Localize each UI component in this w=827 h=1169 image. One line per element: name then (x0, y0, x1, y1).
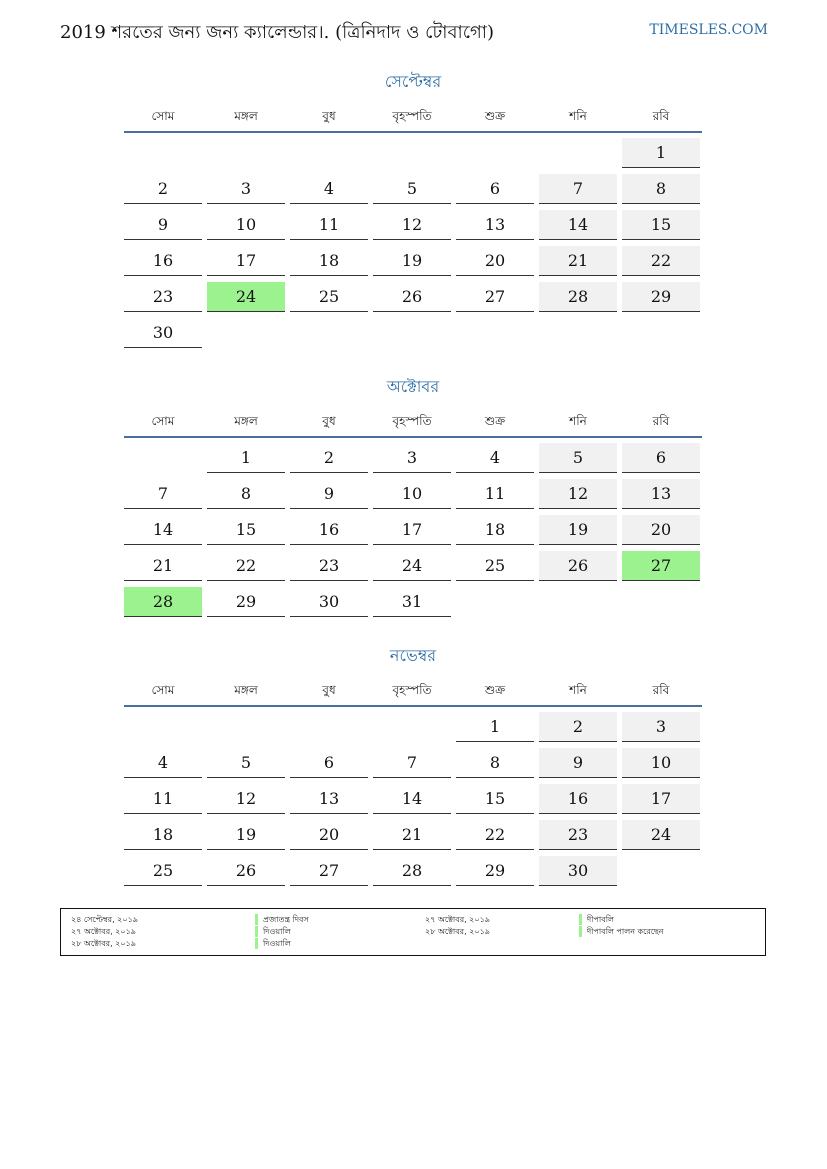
empty-cell (124, 443, 202, 473)
day-cell: 7 (539, 174, 617, 204)
day-cell: 28 (373, 856, 451, 886)
day-cell: 5 (207, 748, 285, 778)
weekday-label: বুধ (322, 414, 336, 428)
empty-cell (456, 138, 534, 168)
days-grid (124, 443, 702, 617)
day-cell: 18 (124, 820, 202, 850)
month-september (124, 70, 702, 342)
day-cell: 4 (456, 443, 534, 473)
day-cell: 12 (207, 784, 285, 814)
page-title: 2019 শরতের জন্য জন্য ক্যালেন্ডার।. (ত্রিনিদাদ ও টোবাগো) (60, 22, 495, 43)
month-october (124, 375, 702, 611)
weekday-label: সোম (151, 414, 175, 428)
day-cell: 11 (290, 210, 368, 240)
legend-holiday-name: দিওয়ালি (255, 926, 291, 937)
weekday-label: বৃহস্পতি (392, 109, 432, 123)
day-cell: 17 (373, 515, 451, 545)
day-cell: 12 (373, 210, 451, 240)
day-cell: 27 (622, 551, 700, 581)
day-cell: 25 (124, 856, 202, 886)
day-cell: 19 (539, 515, 617, 545)
day-cell: 29 (622, 282, 700, 312)
weekday-label: মঙ্গল (234, 683, 258, 697)
day-cell: 5 (373, 174, 451, 204)
day-cell: 21 (539, 246, 617, 276)
day-cell: 18 (290, 246, 368, 276)
day-cell: 16 (290, 515, 368, 545)
month-title: সেপ্টেম্বর (384, 72, 442, 91)
day-cell: 29 (456, 856, 534, 886)
day-cell: 1 (207, 443, 285, 473)
day-cell: 24 (373, 551, 451, 581)
day-cell: 15 (622, 210, 700, 240)
weekday-label: সোম (151, 683, 175, 697)
day-cell: 14 (373, 784, 451, 814)
days-grid (124, 712, 702, 886)
empty-cell (290, 712, 368, 742)
empty-cell (539, 138, 617, 168)
weekday-label: শুক্র (484, 414, 506, 428)
day-cell: 11 (456, 479, 534, 509)
day-cell: 21 (373, 820, 451, 850)
legend-holiday-name: প্রজাতন্ত্র দিবস (255, 914, 309, 925)
day-cell: 31 (373, 587, 451, 617)
weekday-header (124, 682, 702, 702)
day-cell: 24 (622, 820, 700, 850)
day-cell: 29 (207, 587, 285, 617)
day-cell: 3 (373, 443, 451, 473)
weekday-header (124, 413, 702, 433)
legend-date: ২৭ অক্টোবর, ২০১৯ (71, 927, 136, 936)
day-cell: 28 (539, 282, 617, 312)
weekday-label: মঙ্গল (234, 109, 258, 123)
day-cell: 30 (539, 856, 617, 886)
day-cell: 10 (373, 479, 451, 509)
empty-cell (373, 138, 451, 168)
empty-cell (124, 138, 202, 168)
weekday-label: সোম (151, 109, 175, 123)
legend-date: ২৪ সেপ্টেম্বর, ২০১৯ (71, 915, 138, 924)
day-cell: 8 (622, 174, 700, 204)
day-cell: 21 (124, 551, 202, 581)
day-cell: 17 (207, 246, 285, 276)
day-cell: 30 (124, 318, 202, 348)
day-cell: 1 (456, 712, 534, 742)
empty-cell (207, 712, 285, 742)
day-cell: 14 (539, 210, 617, 240)
day-cell: 16 (124, 246, 202, 276)
day-cell: 3 (622, 712, 700, 742)
day-cell: 9 (290, 479, 368, 509)
holiday-legend (60, 908, 766, 956)
weekday-label: শুক্র (484, 683, 506, 697)
day-cell: 10 (622, 748, 700, 778)
day-cell: 13 (456, 210, 534, 240)
weekday-label: শনি (569, 109, 587, 123)
day-cell: 11 (124, 784, 202, 814)
day-cell: 10 (207, 210, 285, 240)
weekday-header (124, 108, 702, 128)
weekday-label: মঙ্গল (234, 414, 258, 428)
day-cell: 19 (373, 246, 451, 276)
day-cell: 26 (539, 551, 617, 581)
day-cell: 6 (622, 443, 700, 473)
day-cell: 4 (124, 748, 202, 778)
weekday-label: বুধ (322, 683, 336, 697)
site-link[interactable]: TIMESLES.COM (649, 22, 768, 38)
empty-cell (373, 712, 451, 742)
empty-cell (124, 712, 202, 742)
weekday-label: রবি (652, 414, 670, 428)
day-cell: 14 (124, 515, 202, 545)
legend-date: ২৭ অক্টোবর, ২০১৯ (425, 915, 490, 924)
day-cell: 22 (622, 246, 700, 276)
day-cell: 7 (124, 479, 202, 509)
day-cell: 1 (622, 138, 700, 168)
legend-holiday-name: দিওয়ালি (255, 938, 291, 949)
day-cell: 6 (290, 748, 368, 778)
header-rule (124, 436, 702, 438)
legend-date: ২৮ অক্টোবর, ২০১৯ (71, 939, 136, 948)
day-cell: 20 (290, 820, 368, 850)
day-cell: 15 (456, 784, 534, 814)
month-title: নভেম্বর (389, 646, 437, 665)
day-cell: 22 (207, 551, 285, 581)
weekday-label: বুধ (322, 109, 336, 123)
weekday-label: শনি (569, 683, 587, 697)
header-rule (124, 131, 702, 133)
day-cell: 23 (539, 820, 617, 850)
day-cell: 6 (456, 174, 534, 204)
day-cell: 27 (290, 856, 368, 886)
day-cell: 20 (456, 246, 534, 276)
day-cell: 7 (373, 748, 451, 778)
day-cell: 2 (539, 712, 617, 742)
day-cell: 18 (456, 515, 534, 545)
day-cell: 4 (290, 174, 368, 204)
day-cell: 24 (207, 282, 285, 312)
day-cell: 2 (290, 443, 368, 473)
day-cell: 8 (456, 748, 534, 778)
legend-holiday-name: দীপাবলি (579, 914, 614, 925)
day-cell: 9 (539, 748, 617, 778)
day-cell: 27 (456, 282, 534, 312)
day-cell: 23 (124, 282, 202, 312)
day-cell: 8 (207, 479, 285, 509)
day-cell: 26 (207, 856, 285, 886)
day-cell: 15 (207, 515, 285, 545)
day-cell: 26 (373, 282, 451, 312)
month-november (124, 644, 702, 880)
day-cell: 16 (539, 784, 617, 814)
day-cell: 28 (124, 587, 202, 617)
day-cell: 12 (539, 479, 617, 509)
legend-holiday-name: দীপাবলি পালন করেছেন (579, 926, 664, 937)
day-cell: 17 (622, 784, 700, 814)
empty-cell (290, 138, 368, 168)
day-cell: 9 (124, 210, 202, 240)
weekday-label: শনি (569, 414, 587, 428)
day-cell: 22 (456, 820, 534, 850)
days-grid (124, 138, 702, 348)
day-cell: 30 (290, 587, 368, 617)
weekday-label: বৃহস্পতি (392, 414, 432, 428)
header-rule (124, 705, 702, 707)
day-cell: 3 (207, 174, 285, 204)
empty-cell (207, 138, 285, 168)
day-cell: 13 (290, 784, 368, 814)
legend-date: ২৮ অক্টোবর, ২০১৯ (425, 927, 490, 936)
day-cell: 2 (124, 174, 202, 204)
weekday-label: রবি (652, 109, 670, 123)
day-cell: 20 (622, 515, 700, 545)
weekday-label: রবি (652, 683, 670, 697)
day-cell: 19 (207, 820, 285, 850)
day-cell: 25 (290, 282, 368, 312)
day-cell: 13 (622, 479, 700, 509)
day-cell: 5 (539, 443, 617, 473)
weekday-label: শুক্র (484, 109, 506, 123)
day-cell: 23 (290, 551, 368, 581)
month-title: অক্টোবর (386, 377, 440, 396)
weekday-label: বৃহস্পতি (392, 683, 432, 697)
day-cell: 25 (456, 551, 534, 581)
